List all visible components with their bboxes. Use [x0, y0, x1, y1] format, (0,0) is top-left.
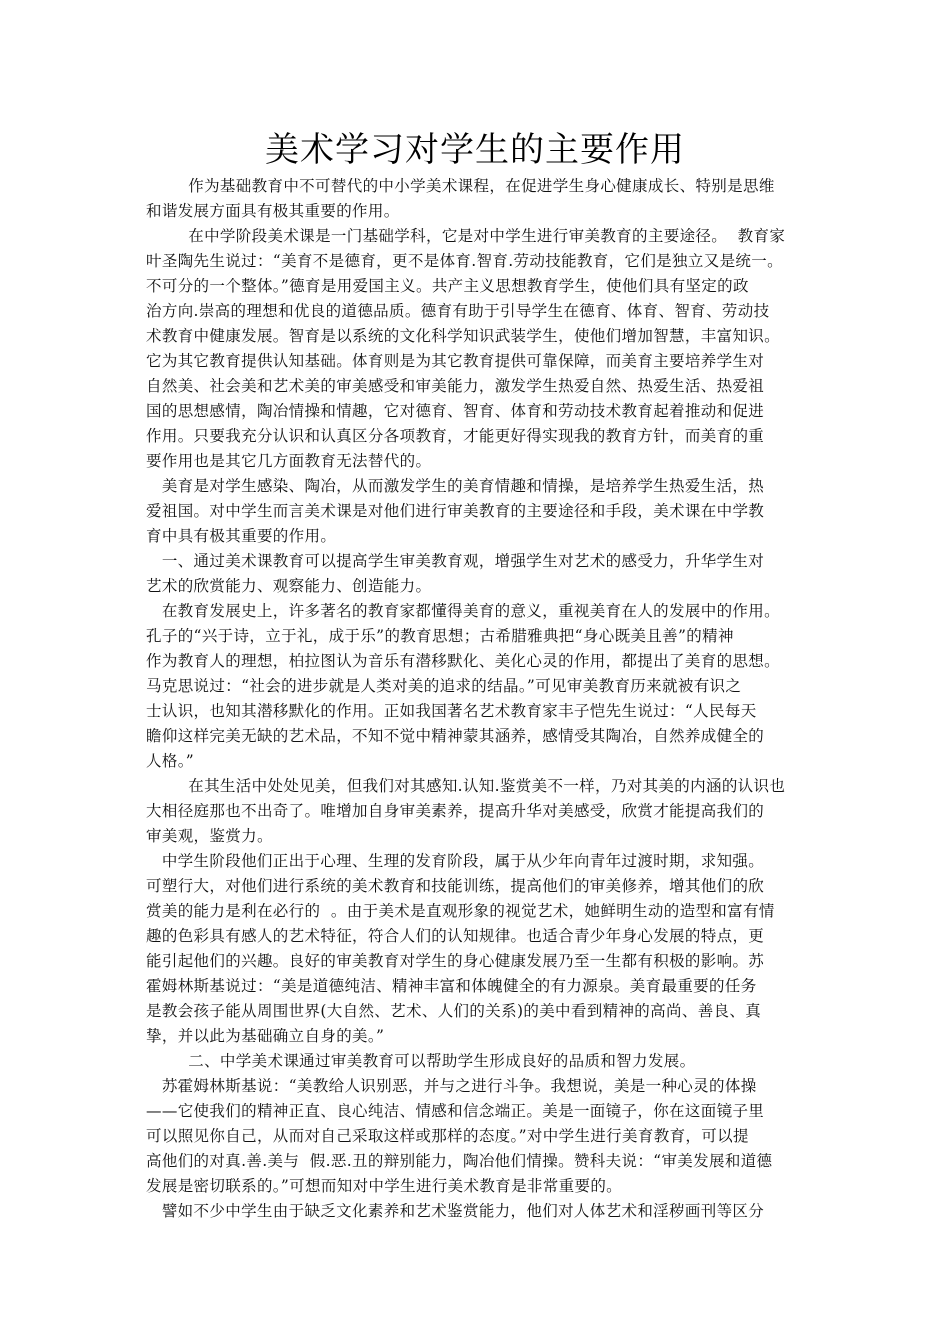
body-text-line: 叶圣陶先生说过：“美育不是德育，更不是体育.智育.劳动技能教育，它们是独立又是统一。 — [146, 252, 783, 270]
body-text-line: 在其生活中处处见美，但我们对其感知.认知.鉴赏美不一样，乃对其美的内涵的认识也 — [146, 777, 786, 795]
body-text-line: 人格。” — [146, 752, 195, 770]
body-text-line: 是教会孩子能从周围世界(大自然、艺术、人们的关系)的美中看到精神的高尚、善良、真 — [146, 1002, 762, 1020]
body-text-line: 趣的色彩具有感人的艺术特征，符合人们的认知规律。也适合青少年身心发展的特点，更 — [146, 927, 765, 945]
body-text-line: 它为其它教育提供认知基础。体育则是为其它教育提供可靠保障，而美育主要培养学生对 — [146, 352, 765, 370]
body-text-line: 一、通过美术课教育可以提高学生审美教育观，增强学生对艺术的感受力，升华学生对 — [146, 552, 765, 570]
body-text-line: 作为基础教育中不可替代的中小学美术课程，在促进学生身心健康成长、特别是思维 — [146, 177, 775, 195]
body-text-line: 可塑行大，对他们进行系统的美术教育和技能训练，提高他们的审美修养，增其他们的欣 — [146, 877, 765, 895]
body-text-line: 孔子的“兴于诗，立于礼，成于乐”的教育思想；古希腊雅典把“身心既美且善”的精神 — [146, 627, 734, 645]
body-text-line: 要作用也是其它几方面教育无法替代的。 — [146, 452, 432, 470]
body-text-line: 苏霍姆林斯基说：“美教给人识别恶，并与之进行斗争。我想说，美是一种心灵的体操 — [146, 1077, 757, 1095]
body-text-line: 育中具有极其重要的作用。 — [146, 527, 337, 545]
body-text-line: 作用。只要我充分认识和认真区分各项教育，才能更好得实现我的教育方针，而美育的重 — [146, 427, 765, 445]
body-text-line: 在教育发展史上，许多著名的教育家都懂得美育的意义，重视美育在人的发展中的作用。 — [146, 602, 780, 620]
body-text-line: 譬如不少中学生由于缺乏文化素养和艺术鉴赏能力，他们对人体艺术和淫秽画刊等区分 — [146, 1202, 765, 1220]
body-text-line: 能引起他们的兴趣。良好的审美教育对学生的身心健康发展乃至一生都有积极的影响。苏 — [146, 952, 765, 970]
body-text-line: 二、中学美术课通过审美教育可以帮助学生形成良好的品质和智力发展。 — [146, 1052, 696, 1070]
body-text-line: 作为教育人的理想，柏拉图认为音乐有潜移默化、美化心灵的作用，都提出了美育的思想。 — [146, 652, 781, 670]
body-text-line: 爱祖国。对中学生而言美术课是对他们进行审美教育的主要途径和手段，美术课在中学教 — [146, 502, 765, 520]
body-text-line: 自然美、社会美和艺术美的审美感受和审美能力，激发学生热爱自然、热爱生活、热爱祖 — [146, 377, 765, 395]
body-text-line: 瞻仰这样完美无缺的艺术品，不知不觉中精神蒙其涵养，感情受其陶冶，自然养成健全的 — [146, 727, 765, 745]
body-text-line: 美育是对学生感染、陶冶，从而激发学生的美育情趣和情操，是培养学生热爱生活，热 — [146, 477, 765, 495]
body-text-line: 治方向.崇高的理想和优良的道德品质。德育有助于引导学生在德育、体育、智育、劳动技 — [146, 302, 770, 320]
body-text-line: 发展是密切联系的。”可想而知对中学生进行美术教育是非常重要的。 — [146, 1177, 623, 1195]
body-text-line: 可以照见你自己，从而对自己采取这样或那样的态度。”对中学生进行美育教育，可以提 — [146, 1127, 749, 1145]
body-text-line: 审美观，鉴赏力。 — [146, 827, 273, 845]
body-text-line: 高他们的对真.善.美与 假.恶.丑的辩别能力，陶冶他们情操。赞科夫说：“审美发展和道德 — [146, 1152, 773, 1170]
body-text-line: 大相径庭那也不出奇了。唯增加自身审美素养，提高升华对美感受，欣赏才能提高我们的 — [146, 802, 765, 820]
document-body — [146, 174, 826, 1224]
body-text-line: 国的思想感情，陶冶情操和情趣，它对德育、智育、体育和劳动技术教育起着推动和促进 — [146, 402, 765, 420]
body-text-line: 霍姆林斯基说过：“美是道德纯洁、精神丰富和体魄健全的有力源泉。美育最重要的任务 — [146, 977, 757, 995]
body-text-line: 马克思说过：“社会的进步就是人类对美的追求的结晶。”可见审美教育历来就被有识之 — [146, 677, 742, 695]
body-text-line: 士认识，也知其潜移默化的作用。正如我国著名艺术教育家丰子恺先生说过：“人民每天 — [146, 702, 757, 720]
body-text-line: ——它使我们的精神正直、良心纯洁、情感和信念端正。美是一面镜子，你在这面镜子里 — [146, 1102, 765, 1120]
body-text-line: 术教育中健康发展。智育是以系统的文化科学知识武装学生，使他们增加智慧，丰富知识。 — [146, 327, 781, 345]
body-text-line: 和谐发展方面具有极其重要的作用。 — [146, 202, 400, 220]
document-title: 美术学习对学生的主要作用 — [265, 130, 685, 170]
body-text-line: 在中学阶段美术课是一门基础学科，它是对中学生进行审美教育的主要途径。 教育家 — [146, 227, 786, 245]
body-text-line: 艺术的欣赏能力、观察能力、创造能力。 — [146, 577, 432, 595]
body-text-line: 挚，并以此为基础确立自身的美。” — [146, 1027, 385, 1045]
body-text-line: 不可分的一个整体。”德育是用爱国主义。共产主义思想教育学生，使他们具有坚定的政 — [146, 277, 749, 295]
body-text-line: 赏美的能力是利在必行的 。由于美术是直观形象的视觉艺术，她鲜明生动的造型和富有情 — [146, 902, 775, 920]
body-text-line: 中学生阶段他们正出于心理、生理的发育阶段，属于从少年向青年过渡时期，求知强。 — [146, 852, 765, 870]
